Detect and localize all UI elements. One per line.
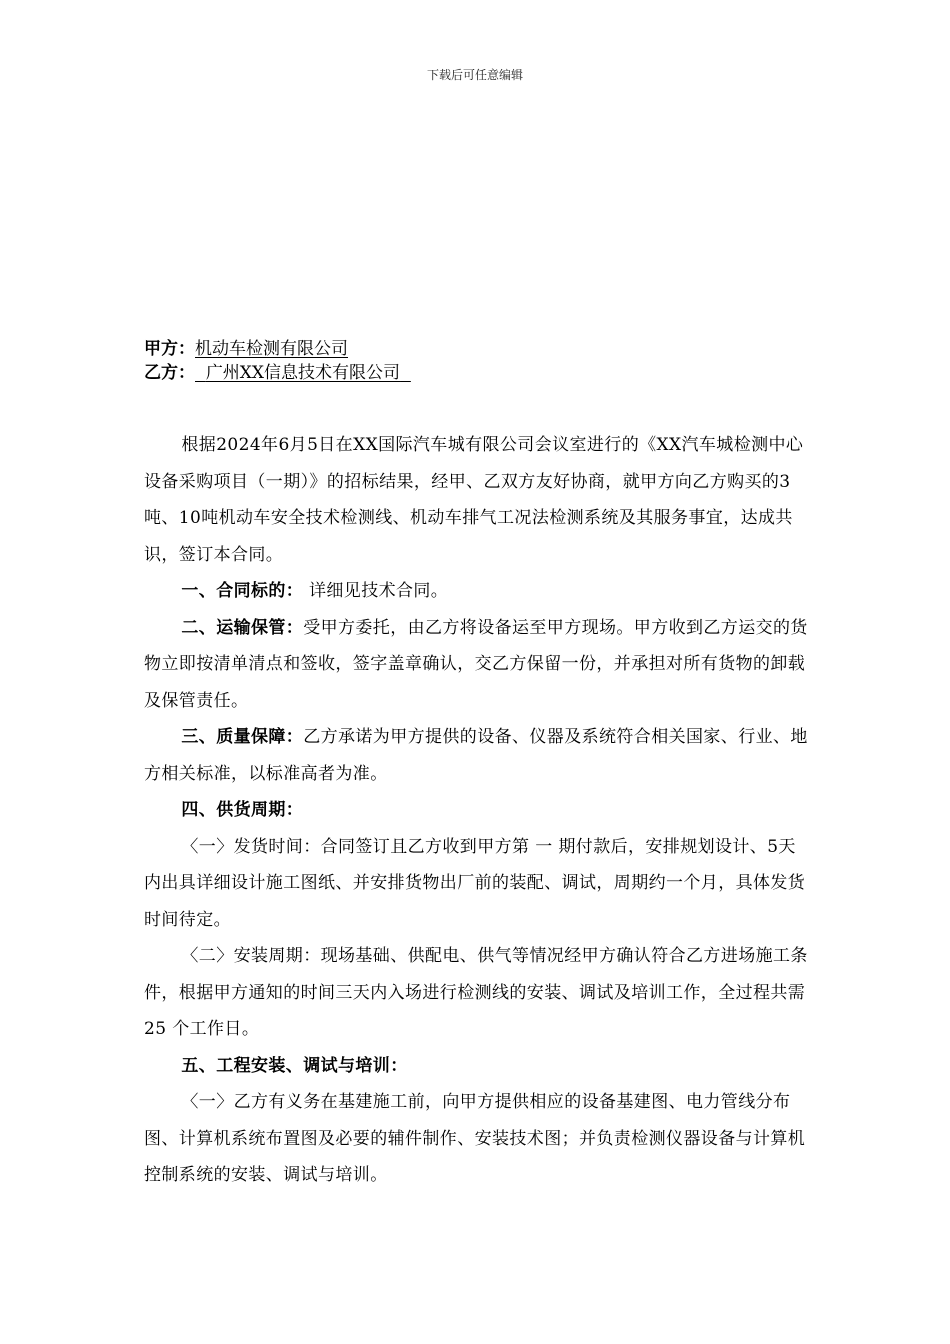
supply-installation-period: 〈二〉安装周期：现场基础、供配电、供气等情况经甲方确认符合乙方进场施工条件，根据甲方通知的时间三天内入场进行检测线的安装、调试及培训工作，全过程共需 25 个工作日。 <box>144 946 808 1039</box>
party-a-row <box>144 337 411 361</box>
supply-delivery-time: 〈一〉发货时间：合同签订且乙方收到甲方第 一 期付款后，安排规划设计、5天内出具详细设计施工图纸、并安排货物出厂前的装配、调试，周期约一个月，具体发货时间待定。 <box>144 836 806 930</box>
intro-paragraph: 根据2024年6月5日在XX国际汽车城有限公司会议室进行的《XX汽车城检测中心设备采购项目（一期）》的招标结果，经甲、乙双方友好协商，就甲方向乙方购买的3吨、10吨机动车安全技术检测线、机动车排气工况法检测系统及其服务事宜，达成共识，签订本合同。 <box>144 435 804 565</box>
section-supply-period <box>144 792 810 829</box>
contract-body <box>144 427 810 1194</box>
section-installation-training <box>144 1048 810 1085</box>
section-quality-assurance <box>144 719 810 792</box>
section-contract-subject <box>144 573 810 610</box>
section-heading: 二、运输保管： <box>181 617 304 638</box>
section-text: 受甲方委托，由乙方将设备运至甲方现场。甲方收到乙方运交的货物立即按清单清点和签收，签字盖章确认，交乙方保留一份，并承担对所有货物的卸载及保管责任。 <box>144 617 808 711</box>
header-note: 下载后可任意编辑 <box>426 68 523 82</box>
party-a-name: 机动车检测有限公司 <box>195 339 348 359</box>
section-text: 详细见技术合同。 <box>303 581 449 601</box>
party-a-label: 甲方： <box>144 339 195 359</box>
party-b-row <box>144 361 411 385</box>
section-heading: 一、合同标的： <box>181 581 304 601</box>
section-heading: 三、质量保障： <box>181 727 304 747</box>
party-b-name: 广州XX信息技术有限公司 <box>205 363 401 383</box>
section-transport-storage <box>144 610 810 720</box>
contract-parties <box>144 337 411 385</box>
section-text: 乙方承诺为甲方提供的设备、仪器及系统符合相关国家、行业、地方相关标准，以标准高者为准。 <box>144 727 808 784</box>
section-heading: 四、供货周期： <box>181 800 304 820</box>
party-b-label: 乙方： <box>144 363 195 383</box>
installation-item-1: 〈一〉乙方有义务在基建施工前，向甲方提供相应的设备基建图、电力管线分布图、计算机系统布置图及必要的辅件制作、安装技术图；并负责检测仪器设备与计算机控制系统的安装、调试与培训。 <box>144 1092 806 1185</box>
section-heading: 五、工程安装、调试与培训： <box>181 1055 408 1076</box>
